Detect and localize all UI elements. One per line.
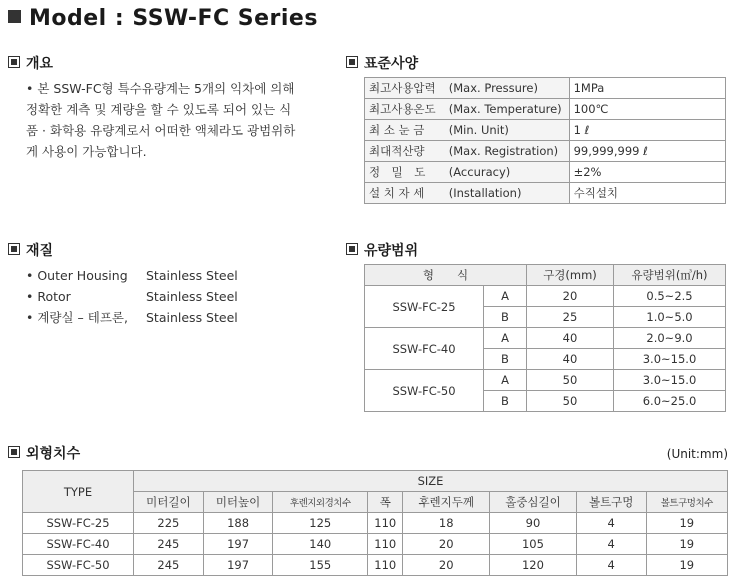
flow-row [365, 286, 726, 307]
flow-bore: 50 [527, 391, 614, 412]
spec-value: 99,999,999 ℓ [569, 141, 725, 162]
dimension-value: 245 [134, 534, 204, 555]
flow-class: B [484, 307, 527, 328]
dimension-value: 110 [368, 555, 403, 576]
dimension-value: 19 [646, 555, 727, 576]
flow-bore: 50 [527, 370, 614, 391]
dimension-value: 4 [576, 555, 646, 576]
spec-label-ko: 정 밀 도 [365, 162, 445, 183]
spec-label-en: (Accuracy) [445, 162, 569, 183]
dimension-column-header: 후렌지외경치수 [273, 492, 368, 513]
spec-value: 1MPa [569, 78, 725, 99]
dimension-value: 20 [403, 534, 490, 555]
dimension-row [23, 555, 728, 576]
dimension-value: 105 [490, 534, 577, 555]
dimension-column-header: 폭 [368, 492, 403, 513]
dimension-value: 188 [203, 513, 273, 534]
section-marker-icon [8, 446, 20, 458]
dimension-value: 19 [646, 513, 727, 534]
spec-value: 1 ℓ [569, 120, 725, 141]
page-title: Model : SSW-FC Series [8, 6, 318, 31]
dimension-value: 197 [203, 534, 273, 555]
flow-class: A [484, 286, 527, 307]
spec-label-ko: 최대적산량 [365, 141, 445, 162]
dimension-row [23, 513, 728, 534]
dimension-value: 110 [368, 534, 403, 555]
spec-label-en: (Max. Pressure) [445, 78, 569, 99]
flow-model-name: SSW-FC-50 [365, 370, 484, 412]
spec-row [365, 141, 726, 162]
spec-label-ko: 최고사용온도 [365, 99, 445, 120]
spec-table [364, 77, 726, 204]
spec-row [365, 99, 726, 120]
overview-line: • 본 SSW-FC형 특수유량계는 5개의 익차에 의해 [26, 81, 295, 96]
spec-label-ko: 최고사용압력 [365, 78, 445, 99]
dimension-value: 125 [273, 513, 368, 534]
dimension-type: SSW-FC-50 [23, 555, 134, 576]
flow-range: 3.0~15.0 [614, 370, 726, 391]
dimension-value: 225 [134, 513, 204, 534]
unit-label: (Unit:mm) [666, 447, 728, 461]
title-marker-icon [8, 10, 21, 23]
dimension-table [22, 470, 728, 576]
material-list [26, 265, 238, 328]
flow-bore: 25 [527, 307, 614, 328]
dimension-value: 110 [368, 513, 403, 534]
dimension-value: 4 [576, 513, 646, 534]
flow-heading: 유량범위 [346, 240, 418, 260]
flow-row [365, 328, 726, 349]
material-row: • Rotor Stainless Steel [26, 289, 238, 304]
overview-line: 게 사용이 가능합니다. [26, 144, 147, 159]
dimension-column-header: 미터높이 [203, 492, 273, 513]
dimension-type: SSW-FC-40 [23, 534, 134, 555]
spec-row [365, 183, 726, 204]
spec-value: 수직설치 [569, 183, 725, 204]
flow-range: 1.0~5.0 [614, 307, 726, 328]
section-marker-icon [346, 243, 358, 255]
dimension-value: 18 [403, 513, 490, 534]
dimension-column-header: 홀중심길이 [490, 492, 577, 513]
spec-label-en: (Max. Temperature) [445, 99, 569, 120]
flow-model-name: SSW-FC-25 [365, 286, 484, 328]
section-marker-icon [8, 243, 20, 255]
spec-label-en: (Min. Unit) [445, 120, 569, 141]
flow-bore-header: 구경(mm) [527, 265, 614, 286]
dimension-value: 19 [646, 534, 727, 555]
material-heading: 재질 [8, 240, 53, 260]
dims-heading: 외형치수 [8, 443, 80, 463]
type-header: TYPE [23, 471, 134, 513]
spec-label-en: (Installation) [445, 183, 569, 204]
size-header: SIZE [134, 471, 728, 492]
section-marker-icon [346, 56, 358, 68]
dimension-value: 197 [203, 555, 273, 576]
overview-line: 정확한 계측 및 계량을 할 수 있도록 되어 있는 식 [26, 102, 292, 117]
spec-row [365, 162, 726, 183]
flow-class: B [484, 391, 527, 412]
dimension-value: 245 [134, 555, 204, 576]
dimension-value: 20 [403, 555, 490, 576]
dimension-column-header: 볼트구멍 [576, 492, 646, 513]
flow-model-name: SSW-FC-40 [365, 328, 484, 370]
dimension-column-header: 볼트구멍치수 [646, 492, 727, 513]
spec-label-ko: 설 치 자 세 [365, 183, 445, 204]
dimension-column-header: 미터길이 [134, 492, 204, 513]
flow-range: 6.0~25.0 [614, 391, 726, 412]
flow-bore: 40 [527, 349, 614, 370]
spec-row [365, 120, 726, 141]
spec-row [365, 78, 726, 99]
flow-range: 2.0~9.0 [614, 328, 726, 349]
section-marker-icon [8, 56, 20, 68]
dimension-value: 155 [273, 555, 368, 576]
flow-type-header: 형 식 [365, 265, 527, 286]
material-row: • 계량실 – 테프론, Stainless Steel [26, 310, 238, 325]
spec-label-ko: 최 소 눈 금 [365, 120, 445, 141]
dimension-type: SSW-FC-25 [23, 513, 134, 534]
dimension-value: 140 [273, 534, 368, 555]
spec-value: ±2% [569, 162, 725, 183]
spec-value: 100℃ [569, 99, 725, 120]
dimension-column-header: 후렌지두께 [403, 492, 490, 513]
flow-class: B [484, 349, 527, 370]
flow-bore: 20 [527, 286, 614, 307]
dimension-row [23, 534, 728, 555]
flow-class: A [484, 370, 527, 391]
flow-bore: 40 [527, 328, 614, 349]
dimension-value: 120 [490, 555, 577, 576]
flow-range-header: 유량범위(㎥/h) [614, 265, 726, 286]
overview-line: 품 · 화학용 유량계로서 어떠한 액체라도 광범위하 [26, 123, 296, 138]
overview-text [26, 78, 346, 162]
spec-heading: 표준사양 [346, 53, 418, 73]
flow-row [365, 370, 726, 391]
flow-class: A [484, 328, 527, 349]
dimension-value: 4 [576, 534, 646, 555]
dimension-value: 90 [490, 513, 577, 534]
flow-range-table [364, 264, 726, 412]
overview-heading: 개요 [8, 53, 53, 73]
material-row: • Outer Housing Stainless Steel [26, 268, 238, 283]
flow-range: 0.5~2.5 [614, 286, 726, 307]
spec-label-en: (Max. Registration) [445, 141, 569, 162]
flow-range: 3.0~15.0 [614, 349, 726, 370]
